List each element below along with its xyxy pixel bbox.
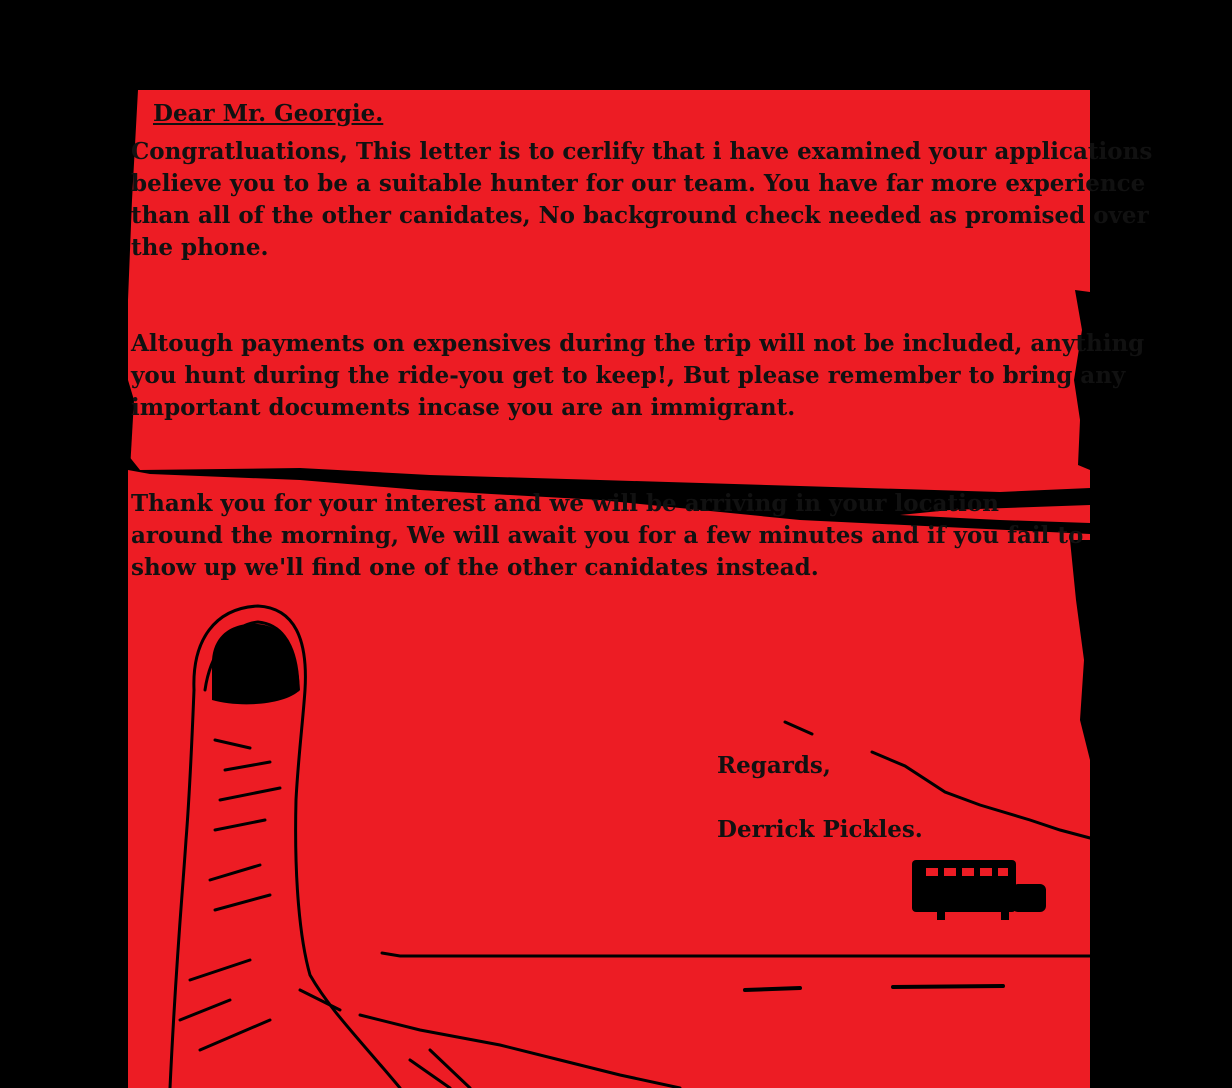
paragraph-line: Altough payments on expensives during the trip will not be included, anything <box>131 330 1145 357</box>
paragraph-line: Congratluations, This letter is to cerlify that i have examined your applications <box>131 138 1153 165</box>
letter-salutation: Dear Mr. Georgie. <box>153 100 384 127</box>
letter-paragraph-3 <box>131 488 1083 584</box>
letter-paragraph-2 <box>131 328 1144 424</box>
letter-closing: Regards, <box>717 752 831 779</box>
paragraph-line: important documents incase you are an immigrant. <box>131 394 796 421</box>
paragraph-line: you hunt during the ride-you get to keep!, But please remember to bring any <box>131 362 1126 389</box>
letter-signature: Derrick Pickles. <box>717 816 923 843</box>
paragraph-line: Thank you for your interest and we will be arriving in your location <box>131 490 999 517</box>
letter-paragraph-1 <box>131 136 1152 264</box>
paragraph-line: than all of the other canidates, No background check needed as promised over <box>131 202 1149 229</box>
paragraph-line: show up we'll find one of the other canidates instead. <box>131 554 819 581</box>
paragraph-line: the phone. <box>131 234 269 261</box>
paragraph-line: around the morning, We will await you for a few minutes and if you fail to <box>131 522 1084 549</box>
paragraph-line: believe you to be a suitable hunter for our team. You have far more experience <box>131 170 1146 197</box>
